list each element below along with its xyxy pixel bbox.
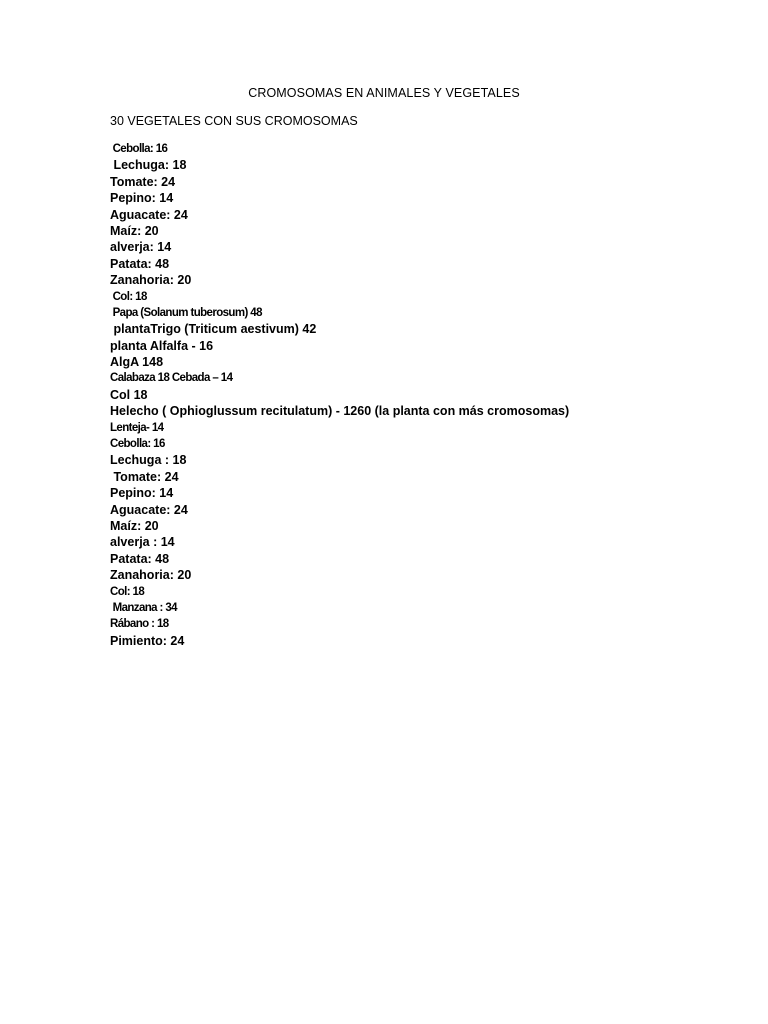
list-item: Maíz: 20: [110, 223, 159, 238]
list-item: Calabaza 18 Cebada – 14: [110, 372, 233, 385]
list-item: Aguacate: 24: [110, 502, 188, 517]
list-item: Lechuga: 18: [110, 158, 187, 173]
list-item: Lechuga : 18: [110, 453, 187, 468]
list-item: AlgA 148: [110, 355, 164, 370]
list-item: Aguacate: 24: [110, 207, 188, 222]
list-item: Tomate: 24: [110, 469, 179, 484]
document-title: CROMOSOMAS EN ANIMALES Y VEGETALES: [248, 86, 520, 100]
list-item: Lenteja- 14: [110, 421, 164, 434]
list-item: alverja : 14: [110, 535, 175, 550]
list-item: Cebolla: 16: [110, 438, 165, 451]
list-item: Col: 18: [110, 585, 145, 598]
list-item: Tomate: 24: [110, 174, 176, 189]
list-item: Zanahoria: 20: [110, 568, 192, 583]
list-item: Rábano : 18: [110, 618, 169, 631]
document-subtitle: 30 VEGETALES CON SUS CROMOSOMAS: [110, 114, 358, 128]
list-item: alverja: 14: [110, 240, 172, 255]
vegetable-list: [110, 141, 569, 649]
list-item: planta Alfalfa - 16: [110, 338, 214, 353]
list-item: Col: 18: [110, 290, 147, 303]
list-item: Pepino: 14: [110, 191, 174, 206]
list-item: Helecho ( Ophioglussum recitulatum) - 1260 (la planta con más cromosomas): [110, 404, 570, 419]
list-item: Patata: 48: [110, 551, 170, 566]
list-item: Col 18: [110, 387, 148, 402]
list-item: plantaTrigo (Triticum aestivum) 42: [110, 322, 317, 337]
list-item: Cebolla: 16: [110, 143, 168, 155]
list-item: Pepino: 14: [110, 486, 174, 501]
list-item: Zanahoria: 20: [110, 273, 192, 288]
list-item: Papa (Solanum tuberosum) 48: [110, 306, 262, 319]
list-item: Patata: 48: [110, 256, 170, 271]
list-item: Pimiento: 24: [110, 633, 185, 648]
list-item: Maíz: 20: [110, 518, 159, 533]
list-item: Manzana : 34: [110, 601, 177, 614]
